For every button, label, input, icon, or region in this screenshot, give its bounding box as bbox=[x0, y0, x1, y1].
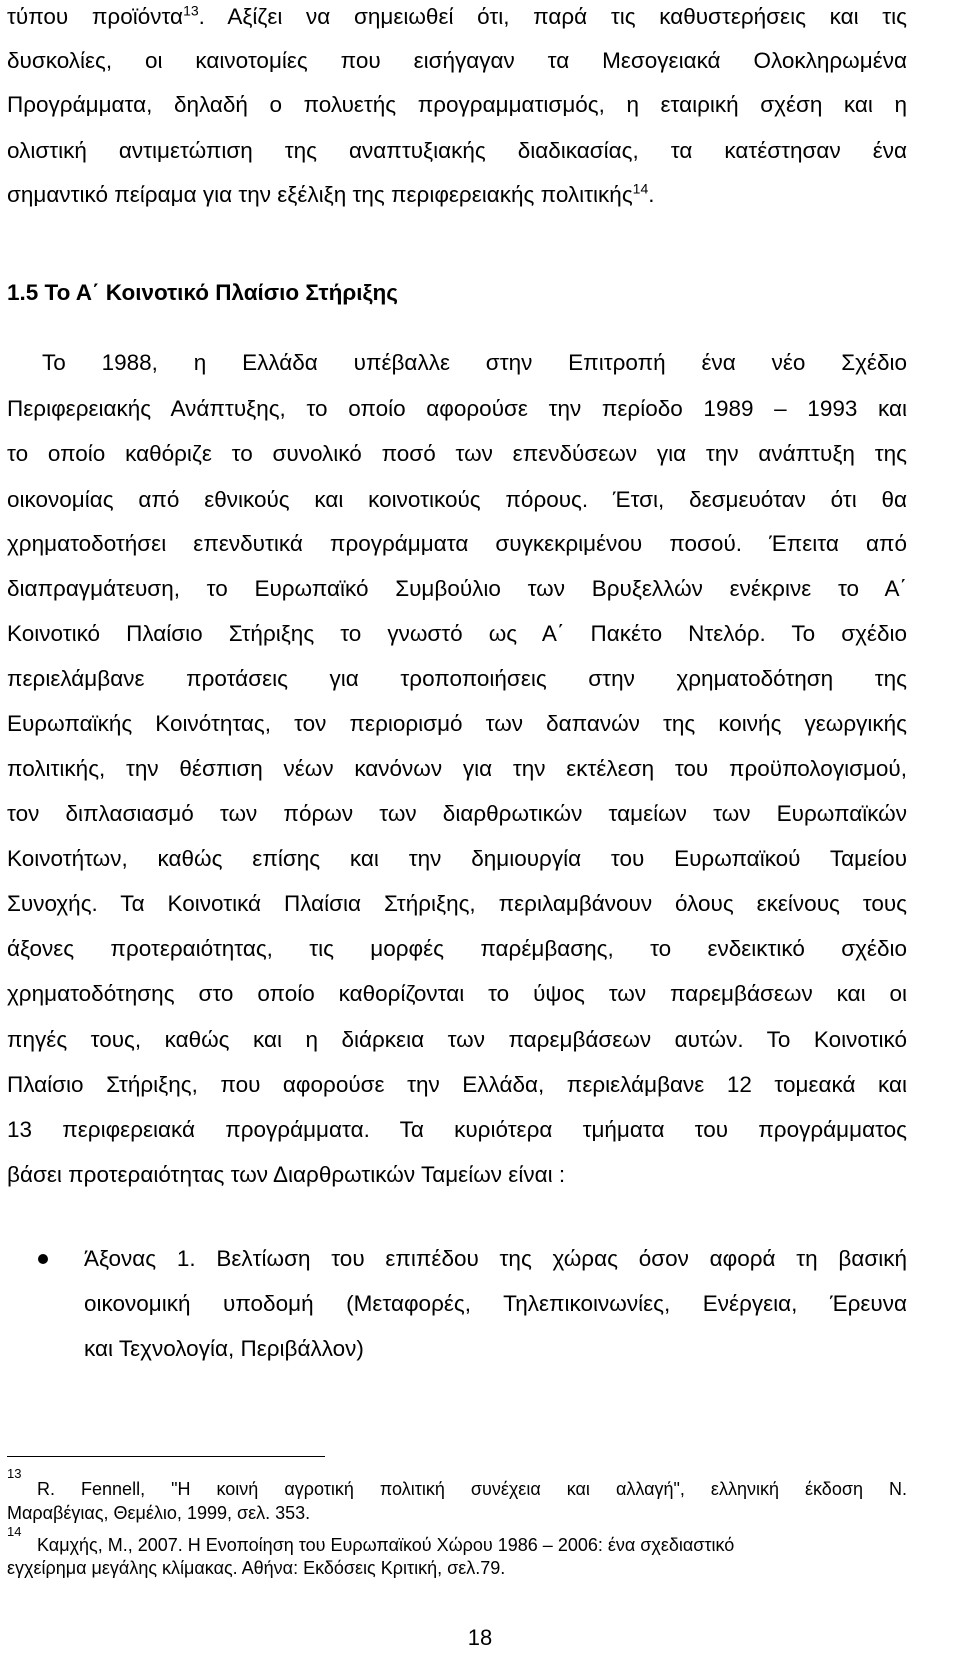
footnote-separator bbox=[7, 1456, 325, 1457]
paragraph-line: τον διπλασιασμό των πόρων των διαρθρωτικών ταμείων των Ευρωπαϊκών bbox=[7, 801, 907, 826]
footnote-ref[interactable]: 13 bbox=[183, 2, 199, 19]
paragraph-line: ολιστική αντιμετώπιση της αναπτυξιακής διαδικασίας, τα κατέστησαν ένα bbox=[7, 138, 907, 163]
paragraph-line: τύπου προϊόντα$^{13}$. Αξίζει να σημειωθεί ότι, παρά τις καθυστερήσεις και τις bbox=[7, 2, 907, 29]
paragraph-line: διαπραγμάτευση, το Ευρωπαϊκό Συμβούλιο των Βρυξελλών ενέκρινε το Α΄ bbox=[7, 576, 907, 601]
list-item-line: και Τεχνολογία, Περιβάλλον) bbox=[84, 1336, 364, 1361]
paragraph-line: βάσει προτεραιότητας των Διαρθρωτικών Ταμείων είναι : bbox=[7, 1162, 566, 1187]
paragraph-line: άξονες προτεραιότητας, τις μορφές παρέμβασης, το ενδεικτικό σχέδιο bbox=[7, 936, 907, 961]
paragraph-line: Το 1988, η Ελλάδα υπέβαλλε στην Επιτροπή ένα νέο Σχέδιο bbox=[42, 350, 907, 375]
paragraph-line: Κοινοτικό Πλαίσιο Στήριξης το γνωστό ως Α΄ Πακέτο Ντελόρ. Το σχέδιο bbox=[7, 621, 907, 646]
paragraph-line: Περιφερειακής Ανάπτυξης, το οποίο αφορούσε την περίοδο 1989 – 1993 και bbox=[7, 396, 907, 421]
list-item-line: οικονομική υποδομή (Μεταφορές, Τηλεπικοινωνίες, Ενέργεια, Έρευνα bbox=[84, 1291, 907, 1316]
bullet-icon bbox=[38, 1254, 48, 1264]
section-heading: 1.5 Το Α΄ Κοινοτικό Πλαίσιο Στήριξης bbox=[7, 280, 398, 305]
paragraph-line: δυσκολίες, οι καινοτομίες που εισήγαγαν τα Μεσογειακά Ολοκληρωμένα bbox=[7, 48, 907, 73]
paragraph-line: περιελάμβανε προτάσεις για τροποποιήσεις στην χρηματοδότηση της bbox=[7, 666, 907, 691]
list-item-line: Άξονας 1. Βελτίωση του επιπέδου της χώρας όσον αφορά τη βασική bbox=[84, 1246, 907, 1271]
paragraph-line: πηγές τους, καθώς και η διάρκεια των παρεμβάσεων αυτών. Το Κοινοτικό bbox=[7, 1027, 907, 1052]
paragraph-line: χρηματοδοτήσει επενδυτικά προγράμματα συγκεκριμένου ποσού. Έπειτα από bbox=[7, 531, 907, 556]
paragraph-line: πολιτικής, την θέσπιση νέων κανόνων για την εκτέλεση του προϋπολογισμού, bbox=[7, 756, 907, 781]
footnote-text: Μαραβέγιας, Θεμέλιο, 1999, σελ. 353. bbox=[7, 1503, 311, 1523]
footnote-number: 14 bbox=[7, 1524, 22, 1539]
paragraph-line: χρηματοδότησης στο οποίο καθορίζονται το ύψος των παρεμβάσεων και οι bbox=[7, 981, 907, 1006]
footnote-ref[interactable]: 14 bbox=[632, 180, 649, 197]
paragraph-line: Συνοχής. Τα Κοινοτικά Πλαίσια Στήριξης, περιλαμβάνουν όλους εκείνους τους bbox=[7, 891, 907, 916]
paragraph-line: Προγράμματα, δηλαδή ο πολυετής προγραμματισμός, η εταιρική σχέση και η bbox=[7, 92, 907, 117]
page-number: 18 bbox=[467, 1625, 493, 1650]
paragraph-line: 13 περιφερειακά προγράμματα. Τα κυριότερα τμήματα του προγράμματος bbox=[7, 1117, 907, 1142]
footnote-text: Καμχής, Μ., 2007. Η Ενοποίηση του Ευρωπαϊκού Χώρου 1986 – 2006: ένα σχεδιαστικό bbox=[37, 1535, 735, 1555]
paragraph-line: Πλαίσιο Στήριξης, που αφορούσε την Ελλάδα, περιελάμβανε 12 τομεακά και bbox=[7, 1072, 907, 1097]
footnote-text: εγχείρημα μεγάλης κλίμακας. Αθήνα: Εκδόσεις Κριτική, σελ.79. bbox=[7, 1558, 506, 1578]
paragraph-line: Ευρωπαϊκής Κοινότητας, τον περιορισμό των δαπανών της κοινής γεωργικής bbox=[7, 711, 907, 736]
paragraph-line: σημαντικό πείραμα για την εξέλιξη της περιφερειακής πολιτικής$^{14}$. bbox=[7, 180, 655, 207]
paragraph-line: το οποίο καθόριζε το συνολικό ποσό των επενδύσεων για την ανάπτυξη της bbox=[7, 441, 907, 466]
paragraph-line: Κοινοτήτων, καθώς επίσης και την δημιουργία του Ευρωπαϊκού Ταμείου bbox=[7, 846, 907, 871]
footnote-text: R. Fennell, "Η κοινή αγροτική πολιτική συνέχεια και αλλαγή", ελληνική έκδοση Ν. bbox=[37, 1479, 907, 1499]
paragraph-line: οικονομίας από εθνικούς και κοινοτικούς πόρους. Έτσι, δεσμευόταν ότι θα bbox=[7, 487, 907, 512]
footnote-number: 13 bbox=[7, 1466, 22, 1481]
